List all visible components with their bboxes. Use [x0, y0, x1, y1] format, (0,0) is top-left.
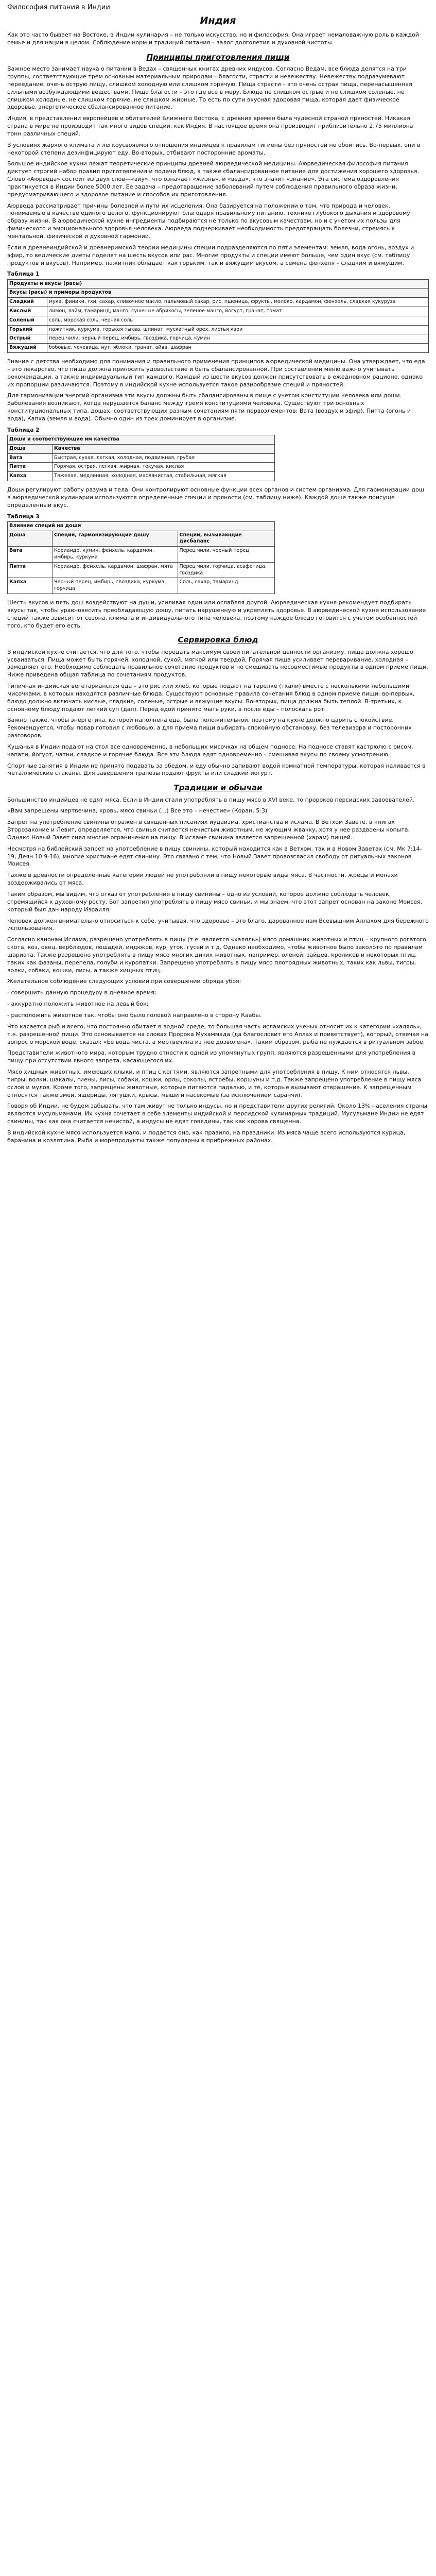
section-heading-serving: [7, 635, 429, 645]
table-title: Продукты и вкусы (расы): [8, 279, 429, 289]
section-heading-text: Принципы приготовления пищи: [146, 52, 290, 62]
paragraph: Запрет на употребление свинины отражен в священных писаниях иудаизма, христианства и ислама. В Ветхом Завете, в книгах Второзаконие и Левит, определяется, что свинья считается нечистым животным, не жующим жвачку, хотя у нее раздвоены копыта. Однако Новый Завет снял многие ограничения на пищу. В исламе свинина является запрещенной (харам) пищей.: [7, 819, 410, 841]
document: [0, 0, 436, 1145]
table-row: [8, 307, 429, 316]
paragraph: Для гармонизации энергий организма эти вкусы должны быть сбалансированы в пище с учетом конституции человека или доши. Заболевания возникают, когда нарушается баланс между тремя конституциями человека. Существуют три основных конституциональных типа, дошах, соответствующих разным сочетаниям пяти первоэлементов: Вата (воздух и эфир), Питта (огонь и вода), Капха (земля и вода). Обычно один из трех доминирует в организме.: [7, 392, 411, 422]
table-cell: Черный перец, имбирь, гвоздика, куркума, горчица: [53, 578, 178, 594]
paragraph: Важное место занимает наука о питании в Ведах – священных книгах древних индусов. Согласно Ведам, все блюда делятся на три группы, соответствующие трем основным материальным природам – благости, страсти и невежеству. Невежеству подразумевают переедание, очень острую пищу, слишком холодную или слишком горячую. Пища страсти – это очень острая пища, перенасыщенная сильными возбуждающими веществами. Пища благости – это где все в меру. Блюда не слишком острые и не слишком соленые, не слишком холодные, не слишком горячие, не слишком жирные. То есть по сути вкусная здоровая пища, которая дает физическое здоровье, энергетическое сбалансированное питание.: [7, 65, 412, 111]
after-table1-section: [7, 358, 429, 423]
table-caption: Таблица 3: [7, 513, 40, 520]
table-row: [8, 453, 275, 463]
paragraph: Большинство индийцев не едят мяса. Если в Индии стали употреблять в пищу мясо в XVI веке, то пророков персидских завоевателей.: [7, 796, 415, 803]
table-cell: Перец чили, горчица, асафетида, гвоздика: [178, 562, 275, 578]
table-cell: Тяжелая, медленная, холодная, маслянистая, стабильная, мягкая: [53, 472, 275, 481]
table-title: Влияние специй на доши: [8, 521, 275, 531]
principles-section: [7, 65, 429, 267]
table-cell: Горячая, острая, легкая, жирная, текучая, кислая: [53, 463, 275, 472]
main-heading: Индия: [200, 14, 236, 26]
table-tastes: [7, 279, 429, 353]
paragraph: Согласно канонам Ислама, разрешено употреблять в пищу (т.е. является «халяль») мясо домашних животных и птиц – крупного рогатого скота, коз, овец, верблюдов, лошадей, индюков, кур, уток, гусей и т.д. Однако необходимо, чтобы животное было заколото по правилам шариата. Также разрешено употреблять в пищу мясо многих диких животных, например, оленей, зайцев, кроликов и некоторых птиц, таких как фазаны, перепела, голуби и куропатки. Запрещено употреблять в пищу мясо плотоядных животных, таких как львы, тигры, волки, собаки, кошки, лисы, а также хищных птиц.: [7, 936, 426, 974]
paragraph: «Вам запрещены мертвечина, кровь, мясо свиньи (...) Все это – нечестие» (Коран, 5:3): [7, 807, 268, 815]
table-header-cell: Специи, гармонизирующие дошу: [53, 531, 178, 547]
paragraph: Как это часто бывает на Востоке, в Индии кулинария – не только искусство, но и философия. Она играет немаловажную роль в каждой семье и для нации в целом. Соблюдение норм и традиций питания – залог долголетия и духовной чистоты.: [7, 31, 419, 46]
table-title-row: [8, 521, 275, 531]
table-header-row: [8, 444, 275, 453]
table-cell: Сладкий: [8, 298, 47, 307]
table-cell: Кислый: [8, 307, 47, 316]
table-header-row: [8, 289, 429, 298]
table-header-cell: Качества: [53, 444, 275, 453]
table-row: [8, 316, 429, 325]
paragraph: Представители животного мира, которым трудно отнести к одной из упомянутых групп, являются разрешенными для употребления в пищу при отсутствии явного запрета, касающегося их.: [7, 1049, 416, 1064]
table-cell: Вата: [8, 453, 53, 463]
table-row: [8, 578, 275, 594]
table-row: [8, 463, 275, 472]
paragraph: В индийской кухне мясо используется мало, и подается оно, как правило, на праздники. Из мяса чаще всего используются курица, баранина и козлятина. Рыба и морепродукты также популярны в прибрежных районах.: [7, 1129, 406, 1144]
paragraph: Что касается рыб и всего, что постоянно обитает в водной среде, то большая часть исламских ученых относит их к категории «халяль», т.е. разрешенной пищи. Это основывается на словах Пророка Мухаммада (да благословит его Аллах и приветствует), который, отвечая на вопрос о морской воде, сказал: «Ее вода чиста, а мертвечина из нее дозволена». Таким образом, рыба не нуждается в ритуальном забое.: [7, 1023, 428, 1045]
paragraph: Типичная индийская вегетарианская еда – это рис или хлеб, которые подают на тарелке (тхали) вместе с несколькими небольшими мисочками, в которых находятся различные блюда. Существуют основные правила сочетания блюд в одном приеме пищи: во-первых, блюдо должно включать кислые, сладкие, соленые, острые и вяжущие вкусы. Во-вторых, пища должна быть теплой. В-третьих, к основному блюду подают легкий суп (дал). Перед едой принято мыть руки, а после еды – полоскать рот.: [7, 683, 415, 713]
section-heading-text: Традиции и обычаи: [173, 783, 263, 793]
table-spices: [7, 521, 275, 594]
table-cell: Капха: [8, 472, 53, 481]
table-cell: пажитник, куркума, горькая тыква, шпинат, мускатный орех, листья кари: [47, 325, 429, 334]
section-heading-text: Сервировка блюд: [178, 635, 258, 645]
table-cell: мука, финики, гхи, сахар, сливочное масло, пальмовый сахар, рис, пшеница, фрукты, молоко, кардамон, фенхель, сладкая кукуруза: [47, 298, 429, 307]
list-item: - расположить животное так, чтобы оно было головой направлено в сторону Каабы.: [7, 1011, 262, 1019]
table-cell: бобовые, чечевица, нут, яблоки, гранат, айва, шафран: [47, 344, 429, 353]
paragraph: Мясо хищных животных, имеющих клыки, и птиц с когтями, являются запретными для употребления в пищу. К ним относятся львы, тигры, волки, шакалы, гиены, лисы, собаки, кошки, орлы, соколы, ястребы, коршуны и т.д. Также запрещено употребление в пищу мяса ослов и мулов. Кроме того, запрещены животные, которые питаются падалью, и те, которые вызывают отвращение. К запрещенным относятся также змеи, ящерицы, лягушки, крысы, мыши и насекомые (за исключением саранчи).: [7, 1069, 422, 1098]
table-header-cell: Доша: [8, 444, 53, 453]
table-cell: Перец чили, черный перец: [178, 547, 275, 563]
traditions-section: [7, 796, 429, 1145]
table-row: [8, 547, 275, 563]
table-cell: лимон, лайм, тамаринд, манго, сушеные абрикосы, зеленое манго, йогурт, гранат, томат: [47, 307, 429, 316]
paragraph: Большое индийское кухни лежат теоретические принципы древней аюрведической медицины. Аюрведическая философия питания диктует строгий набор правил приготовления и подачи блюд, а также сбалансированное питание для достижения хорошего здоровья. Слово «Аюрведа» состоит из двух слов—«айу», что означает «жизнь», и «веда», что значит «знание». Эта система оздоровления практикуется в Индии более 5000 лет. Ее задача – предотвращение заболеваний путем соблюдения правильного образа жизни, предусматривающего и здоровое питание и способов их приготовления.: [7, 160, 420, 198]
paragraph: Если в древнеиндийской и древнеримской теории медицины специи подразделяются по пяти элементам: земля, вода огонь, воздух и эфир, то ведические диеты поделят на шесть вкусов или рас. Многие продукты и специи имеют больше, чем один вкус (см. таблицу продуктов и вкусов). Например, пажитник обладает как горьким, так и вяжущим вкусом, а семена фенхеля – сладким и вяжущим.: [7, 244, 414, 266]
table-cell: Вяжущий: [8, 344, 47, 353]
table-cell: Вата: [8, 547, 53, 563]
paragraph: Человек должен внимательно относиться к себе, учитывая, что здоровье – это благо, дарованное нам Всевышним Аллахом для бережного использования.: [7, 917, 429, 932]
paragraph: Говоря об Индии, не будем забывать, что там живут не только индусы, но и представители других религий. Около 13% населения страны являются мусульманами. Их кухня сочетает в себе элементы индийской и персидской кулинарных традиций. Мусульмане Индии не едят свинины, так как она считается нечистой, а индусы не едят говядины, так как корова священна.: [7, 1103, 427, 1125]
table-doshas: [7, 435, 275, 481]
paragraph: В условиях жаркого климата и легкоусвояемого отношения индийцев к правилам гигиены без пряностей не обойтись. Во-первых, они в некоторой степени дезинфицируют еду. Во-вторых, отбивают посторонние ароматы.: [7, 141, 421, 156]
table-row: [8, 344, 429, 353]
section-heading-traditions: [7, 783, 429, 793]
after-table2-section: [7, 486, 429, 510]
table-cell: перец чили, черный перец, имбирь, гвоздика, горчица, кумин: [47, 334, 429, 344]
paragraph: Доши регулируют работу разума и тела. Они контролируют основные функции всех органов и систем организма. Для гармонизации дош в аюрведической кулинарии используются определенные специи и пряности (см. таблицу ниже). Каждой доше также присуще определенный вкус.: [7, 486, 424, 509]
table-caption: Таблица 1: [7, 271, 40, 278]
table-cell: Острый: [8, 334, 47, 344]
table-row: [8, 298, 429, 307]
table-cell: Кориандр, фенхель, кардамон, шафран, мята: [53, 562, 178, 578]
table-title: Доши и соответствующие им качества: [8, 435, 275, 444]
table-row: [8, 472, 275, 481]
table-header-cell: Специи, вызывающие дисбаланс: [178, 531, 275, 547]
table-cell: Питта: [8, 562, 53, 578]
table-cell: Капха: [8, 578, 53, 594]
table-cell: Соль, сахар, тамаринд: [178, 578, 275, 594]
paragraph: Также в древности определенные категории людей не употребляли в пищу некоторые виды мяса. В частности, жрецы и монахи воздерживались от мяса.: [7, 872, 398, 887]
paragraph: Важно также, чтобы энергетика, которой наполнена еда, была положительной, поэтому на кухне должно царить спокойствие. Рекомендуется, чтобы повар готовил с любовью, а для приема пищи выбирать спокойную обстановку, без телевизора и посторонних разговоров.: [7, 717, 412, 739]
paragraph: Аюрведа рассматривает причины болезней и пути их исцеления. Она базируется на положении о том, что природа и человек, понимаемые в качестве единого целого, функционируют благодаря правильному питанию, технике глубокого дыхания и здоровому образу жизни. В аюрведической кухне ингредиенты подбираются не только по вкусовым качествам, но и с учетом их пользы для физического и эмоционального здоровья человека. Аюрведа подчеркивает необходимость предотвращать болезни, стремясь к ментальной, физической и духовной гармонии.: [7, 202, 410, 240]
list-item: - аккуратно положить животное на левый бок;: [7, 1001, 149, 1008]
table-cell: Соленый: [8, 316, 47, 325]
table-header-cell: Доша: [8, 531, 53, 547]
after-table3-section: [7, 599, 429, 630]
table-cell: Горький: [8, 325, 47, 334]
table-cell: Питта: [8, 463, 53, 472]
page-title: Философия питания в Индии: [7, 4, 110, 11]
table-row: [8, 325, 429, 334]
list-item: - совершить данную процедуру в дневное время;: [7, 989, 156, 996]
table-cell: Быстрая, сухая, легкая, холодная, подвижная, грубая: [53, 453, 275, 463]
section-heading-principles: [7, 52, 429, 62]
paragraph: Кушанья в Индии подают на стол все одновременно, в небольших мисочках на общем подносе. На подносе ставят кастрюлю с рисом, чапати, йогурт, чатни, сладкое и горячие блюда. Все эти блюда едят одновременно – смешивая вкусы по своему усмотрению.: [7, 743, 413, 758]
paragraph: Знание с детства необходимо для понимания и правильного применения принципов аюрведической медицины. Она утверждает, что еда – это лекарство, что пища должна приносить удовольствие и быть сбалансированной. При составлении меню важно учитывать рекомендации, а также индивидуальный тип каждого. Каждый из шести вкусов должен присутствовать в ежедневном рационе, однако их пропорции различаются. Поэтому в индийской кухне используется такое разнообразие специй и пряностей.: [7, 358, 425, 388]
paragraph: Спортные занятия в Индии не принято подавать за обедом, и еду обычно запивают водой комнатной температуры, которая наливается в металлические стаканы. Для завершения трапезы подают фрукты или сладкий йогурт.: [7, 762, 426, 777]
table-row: [8, 562, 275, 578]
table-header-row: [8, 531, 275, 547]
table-caption: Таблица 2: [7, 427, 40, 433]
paragraph: Несмотря на библейский запрет на употребление в пищу свинины, который находится как в Ветхом, так и в Новом Заветах (см. Мк 7:14-19, Деян 10:9-16), многие христиане едят свинину. Это связано с тем, что Новый Завет провозгласил свободу от ритуальных законов Моисея.: [7, 845, 422, 868]
paragraph: В индийской кухне считается, что для того, чтобы передать максимум своей питательной ценности организму, пища должна хорошо усваиваться. Пища может быть горячей, холодной, сухой, мягкой или твердой. Горячая пища усиливает переваривание, холодная – замедляет его. Необходимо соблюдать правильное сочетание продуктов и не смешивать несовместимые продукты в одном приеме пищи. Ниже приведена общая таблица по сочетаниям продуктов.: [7, 648, 428, 679]
paragraph: Желательное соблюдение следующих условий при совершении обряда убоя:: [7, 978, 241, 985]
paragraph: Таким образом, мы видим, что отказ от употребления в пищу свинины – одно из условий, которое должно соблюдать человек, стремящийся к духовному росту. Бог запретил употреблять в пищу мясо свиньи, и мы знаем, что этот запрет основан на законе Моисея, который был дан народу Израиля.: [7, 891, 423, 913]
table-cell: соль, морская соль, черная соль: [47, 316, 429, 325]
table-title-row: [8, 435, 275, 444]
table-title-row: [8, 279, 429, 289]
table-row: [8, 334, 429, 344]
paragraph: Индия, в представлении европейцев и обитателей Ближнего Востока, с древних времен была чудесной страной пряностей. Никакая страна в мире не производит так много видов специй, как Индия. В настоящее время она производит приблизительно 2,75 миллиона тонн различных специй.: [7, 115, 413, 137]
table-cell: Кориандр, кумин, фенхель, кардамон, имбирь, куркума: [53, 547, 178, 563]
intro-section: [7, 31, 429, 47]
paragraph: Шесть вкусов и пять дош воздействуют на души, усиливая один или ослабляя другой. Аюрведическая кухня рекомендует подбирать вкусы так, чтобы уравновесить преобладающую дошу, питать нарушенную и укреплять здоровье. В аюрведической кухне использование специй также зависит от сезона, климата и индивидуального типа человека, поэтому каждое блюдо готовится с учетом особенностей того, кто будет его есть.: [7, 599, 426, 629]
serving-section: [7, 649, 429, 778]
table-header-cell: Вкусы (расы) и примеры продуктов: [8, 289, 429, 298]
